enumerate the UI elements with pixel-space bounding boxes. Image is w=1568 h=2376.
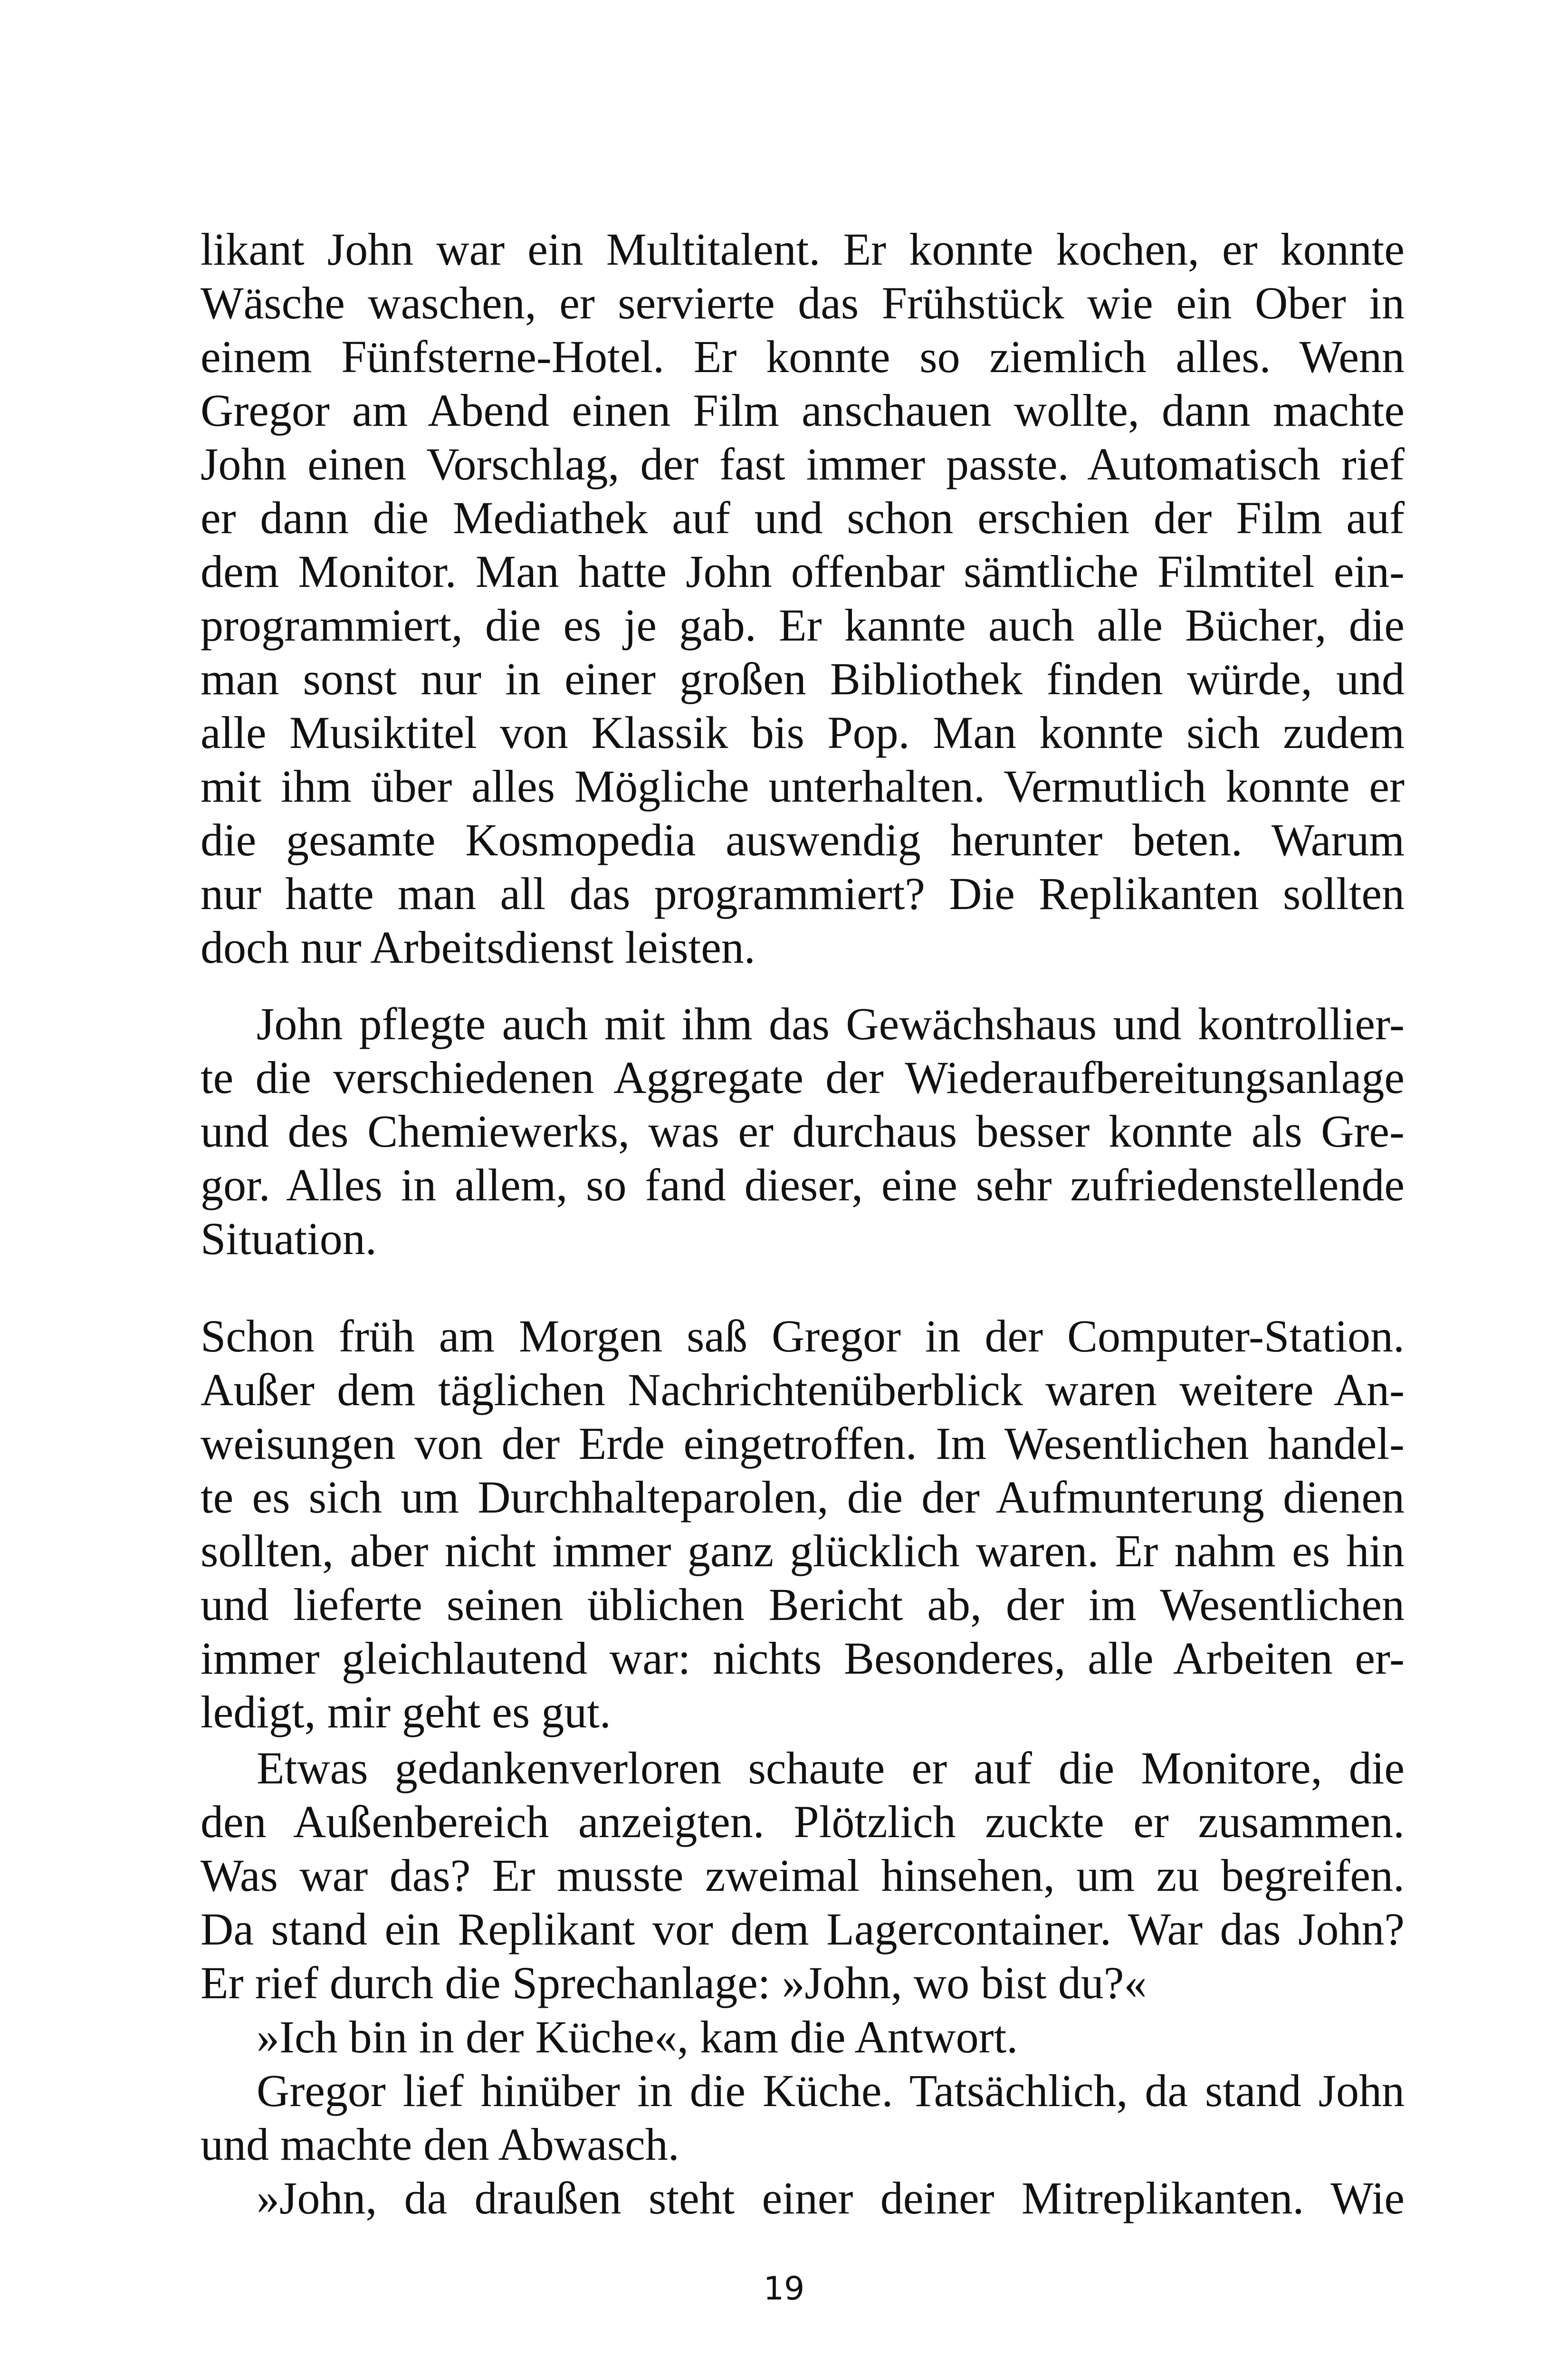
- page-number: 19: [763, 2270, 805, 2308]
- text-line: Etwas gedankenverloren schaute er auf die Monitore, die: [257, 1743, 1405, 1793]
- text-line: dem Monitor. Man hatte John offenbar sämtliche Filmtitel ein-: [201, 546, 1405, 597]
- text-line: Schon früh am Morgen saß Gregor in der Computer-Station.: [201, 1311, 1405, 1361]
- text-line: sollten, aber nicht immer ganz glücklich waren. Er nahm es hin: [201, 1525, 1405, 1576]
- text-line: Außer dem täglichen Nachrichtenüberblick waren weitere An-: [201, 1364, 1405, 1415]
- text-line: doch nur Arbeitsdienst leisten.: [201, 922, 755, 973]
- text-line: »Ich bin in der Küche«, kam die Antwort.: [257, 2012, 1018, 2062]
- text-line: John einen Vorschlag, der fast immer passte. Automatisch rief: [201, 439, 1405, 489]
- paragraph-3: [201, 1309, 1405, 1739]
- text-line: Gregor am Abend einen Film anschauen wollte, dann machte: [201, 385, 1405, 436]
- text-line: Wäsche waschen, er servierte das Frühstück wie ein Ober in: [201, 278, 1405, 328]
- text-line: John pflegte auch mit ihm das Gewächshaus und kontrollier-: [257, 998, 1405, 1049]
- paragraph-7: [201, 2171, 1405, 2225]
- text-line: Er rief durch die Sprechanlage: »John, wo bist du?«: [201, 1957, 1147, 2008]
- text-line: und des Chemiewerks, was er durchaus besser konnte als Gre-: [201, 1106, 1405, 1157]
- text-line: Da stand ein Replikant vor dem Lagercontainer. War das John?: [201, 1904, 1405, 1954]
- text-line: gor. Alles in allem, so fand dieser, eine sehr zufriedenstellende: [201, 1159, 1405, 1210]
- text-line: mit ihm über alles Mögliche unterhalten. Vermutlich konnte er: [201, 761, 1405, 812]
- text-line: likant John war ein Multitalent. Er konnte kochen, er konnte: [201, 224, 1405, 275]
- paragraph-4: [201, 1741, 1405, 2010]
- text-line: und lieferte seinen üblichen Bericht ab, der im Wesentlichen: [201, 1579, 1405, 1630]
- text-line: weisungen von der Erde eingetroffen. Im Wesentlichen handel-: [201, 1418, 1405, 1469]
- text-line: Gregor lief hinüber in die Küche. Tatsächlich, da stand John: [257, 2065, 1405, 2116]
- paragraph-1: [201, 222, 1405, 974]
- text-line: man sonst nur in einer großen Bibliothek finden würde, und: [201, 653, 1405, 704]
- text-line: ledigt, mir geht es gut.: [201, 1686, 611, 1737]
- paragraph-2: [201, 997, 1405, 1265]
- text-line: die gesamte Kosmopedia auswendig herunter beten. Warum: [201, 814, 1405, 865]
- text-line: nur hatte man all das programmiert? Die Replikanten sollten: [201, 868, 1405, 919]
- text-line: immer gleichlautend war: nichts Besonderes, alle Arbeiten er-: [201, 1633, 1405, 1684]
- text-line: »John, da draußen steht einer deiner Mitreplikanten. Wie: [257, 2173, 1405, 2223]
- text-line: programmiert, die es je gab. Er kannte auch alle Bücher, die: [201, 600, 1405, 651]
- text-line: den Außenbereich anzeigten. Plötzlich zuckte er zusammen.: [201, 1796, 1405, 1847]
- text-line: und machte den Abwasch.: [201, 2119, 679, 2170]
- paragraph-6: [201, 2064, 1405, 2171]
- text-line: einem Fünfsterne-Hotel. Er konnte so ziemlich alles. Wenn: [201, 331, 1405, 382]
- text-line: te die verschiedenen Aggregate der Wiederaufbereitungsanlage: [201, 1052, 1405, 1103]
- text-line: Was war das? Er musste zweimal hinsehen, um zu begreifen.: [201, 1850, 1405, 1901]
- text-line: er dann die Mediathek auf und schon erschien der Film auf: [201, 492, 1405, 543]
- text-line: Situation.: [201, 1213, 377, 1264]
- text-line: te es sich um Durchhalteparolen, die der Aufmunterung dienen: [201, 1472, 1405, 1523]
- paragraph-5: [201, 2010, 1405, 2064]
- text-line: alle Musiktitel von Klassik bis Pop. Man konnte sich zudem: [201, 707, 1405, 758]
